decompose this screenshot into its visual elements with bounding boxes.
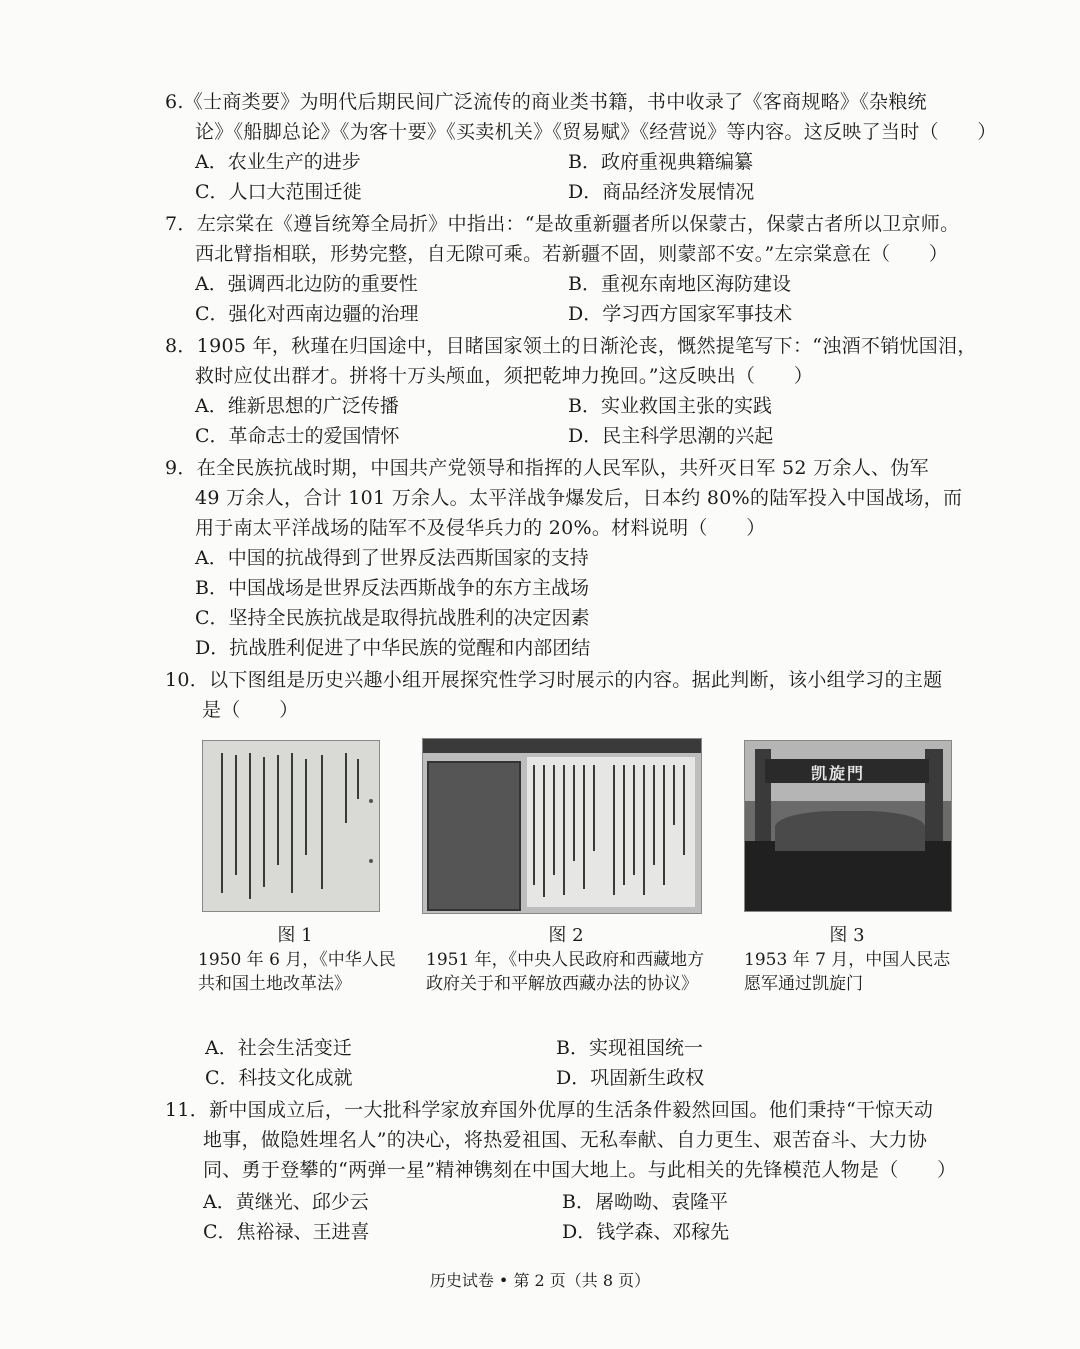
q8-option-d: D．民主科学思潮的兴起	[568, 425, 774, 447]
q7-option-d: D．学习西方国家军事技术	[568, 303, 793, 325]
q7-option-c: C．强化对西南边疆的治理	[195, 303, 419, 325]
agreement-text-columns-icon	[527, 757, 695, 907]
q7-option-b: B．重视东南地区海防建设	[568, 273, 791, 295]
q11-option-b: B．屠呦呦、袁隆平	[562, 1191, 728, 1213]
figure-1-caption: 1950 年 6 月，《中华人民共和国土地改革法》	[198, 950, 396, 994]
q8-stem-line1: 8．1905 年，秋瑾在归国途中，目睹国家领土的日渐沦丧，慨然提笔写下：“浊酒不销忧国泪，	[165, 335, 977, 357]
page-footer: 历史试卷 • 第 2 页（共 8 页）	[429, 1271, 651, 1290]
q10-option-d: D．巩固新生政权	[556, 1067, 705, 1089]
figure-1-label: 图 1	[277, 925, 313, 946]
arch-sign-text: 凯旋門	[811, 764, 866, 783]
q6-option-d: D．商品经济发展情况	[568, 181, 755, 203]
q8-option-a: A．维新思想的广泛传播	[195, 395, 399, 417]
figure-1-land-reform-law-image	[202, 740, 380, 912]
q6-option-a: A．农业生产的进步	[195, 151, 361, 173]
q9-option-b: B．中国战场是世界反法西斯战争的东方主战场	[195, 577, 589, 599]
figure-2-tibet-agreement-image	[422, 738, 702, 914]
q7-option-a: A．强调西北边防的重要性	[195, 273, 418, 295]
figure-2-caption: 1951 年，《中央人民政府和西藏地方政府关于和平解放西藏办法的协议》	[426, 950, 705, 994]
q10-option-c: C．科技文化成就	[205, 1067, 353, 1089]
q7-stem-line2: 西北臂指相联，形势完整，自无隙可乘。若新疆不固，则蒙部不安。”左宗棠意在（ ）	[195, 243, 949, 265]
q9-stem-line3: 用于南太平洋战场的陆军不及侵华兵力的 20%。材料说明（ ）	[195, 517, 766, 539]
q9-stem-line1: 9．在全民族抗战时期，中国共产党领导和指挥的人民军队，共歼灭日军 52 万余人、伪军	[165, 457, 929, 479]
q9-option-c: C．坚持全民族抗战是取得抗战胜利的决定因素	[195, 607, 590, 629]
q6-stem-line1: 6.《士商类要》为明代后期民间广泛流传的商业类书籍，书中收录了《客商规略》《杂粮统	[165, 91, 927, 113]
q10-option-b: B．实现祖国统一	[556, 1037, 703, 1059]
figure-3-label: 图 3	[829, 925, 865, 946]
q11-stem-line3: 同、勇于登攀的“两弹一星”精神镌刻在中国大地上。与此相关的先锋模范人物是（ ）	[203, 1159, 957, 1181]
q6-stem-line2: 论》《船脚总论》《为客十要》《买卖机关》《贸易赋》《经营说》等内容。这反映了当时（ ）	[195, 121, 997, 143]
q8-stem-line2: 救时应仗出群才。拼将十万头颅血，须把乾坤力挽回。”这反映出（ ）	[195, 365, 814, 387]
agreement-text-page	[527, 757, 695, 907]
q11-option-d: D．钱学森、邓稼先	[562, 1221, 730, 1243]
document-text-columns-icon	[203, 741, 379, 911]
q11-option-a: A．黄继光、邱少云	[203, 1191, 369, 1213]
agreement-cover-icon	[427, 761, 521, 911]
q8-option-b: B．实业救国主张的实践	[568, 395, 772, 417]
q6-option-b: B．政府重视典籍编纂	[568, 151, 753, 173]
q11-stem-line2: 地事，做隐姓埋名人”的决心，将热爱祖国、无私奉献、自力更生、艰苦奋斗、大力协	[203, 1129, 928, 1151]
q8-option-c: C．革命志士的爱国情怀	[195, 425, 400, 447]
q11-option-c: C．焦裕禄、王进喜	[203, 1221, 370, 1243]
figure-3-caption: 1953 年 7 月，中国人民志愿军通过凯旋门	[744, 950, 951, 994]
q9-stem-line2: 49 万余人，合计 101 万余人。太平洋战争爆发后，日本约 80%的陆军投入中国战场，而	[195, 487, 963, 509]
q10-stem-line2: 是（ ）	[202, 699, 299, 721]
q10-stem-line1: 10．以下图组是历史兴趣小组开展探究性学习时展示的内容。据此判断，该小组学习的主题	[165, 669, 943, 691]
q9-option-a: A．中国的抗战得到了世界反法西斯国家的支持	[195, 547, 589, 569]
figure-3-triumphal-arch-photo	[744, 740, 952, 912]
figure-2-label: 图 2	[548, 925, 584, 946]
q6-option-c: C．人口大范围迁徙	[195, 181, 362, 203]
q9-option-d: D．抗战胜利促进了中华民族的觉醒和内部团结	[195, 637, 591, 659]
q7-stem-line1: 7．左宗棠在《遵旨统筹全局折》中指出：“是故重新疆者所以保蒙古，保蒙古者所以卫京师。	[165, 213, 960, 235]
q11-stem-line1: 11．新中国成立后，一大批科学家放弃国外优厚的生活条件毅然回国。他们秉持“干惊天动	[165, 1099, 934, 1121]
q10-option-a: A．社会生活变迁	[205, 1037, 352, 1059]
